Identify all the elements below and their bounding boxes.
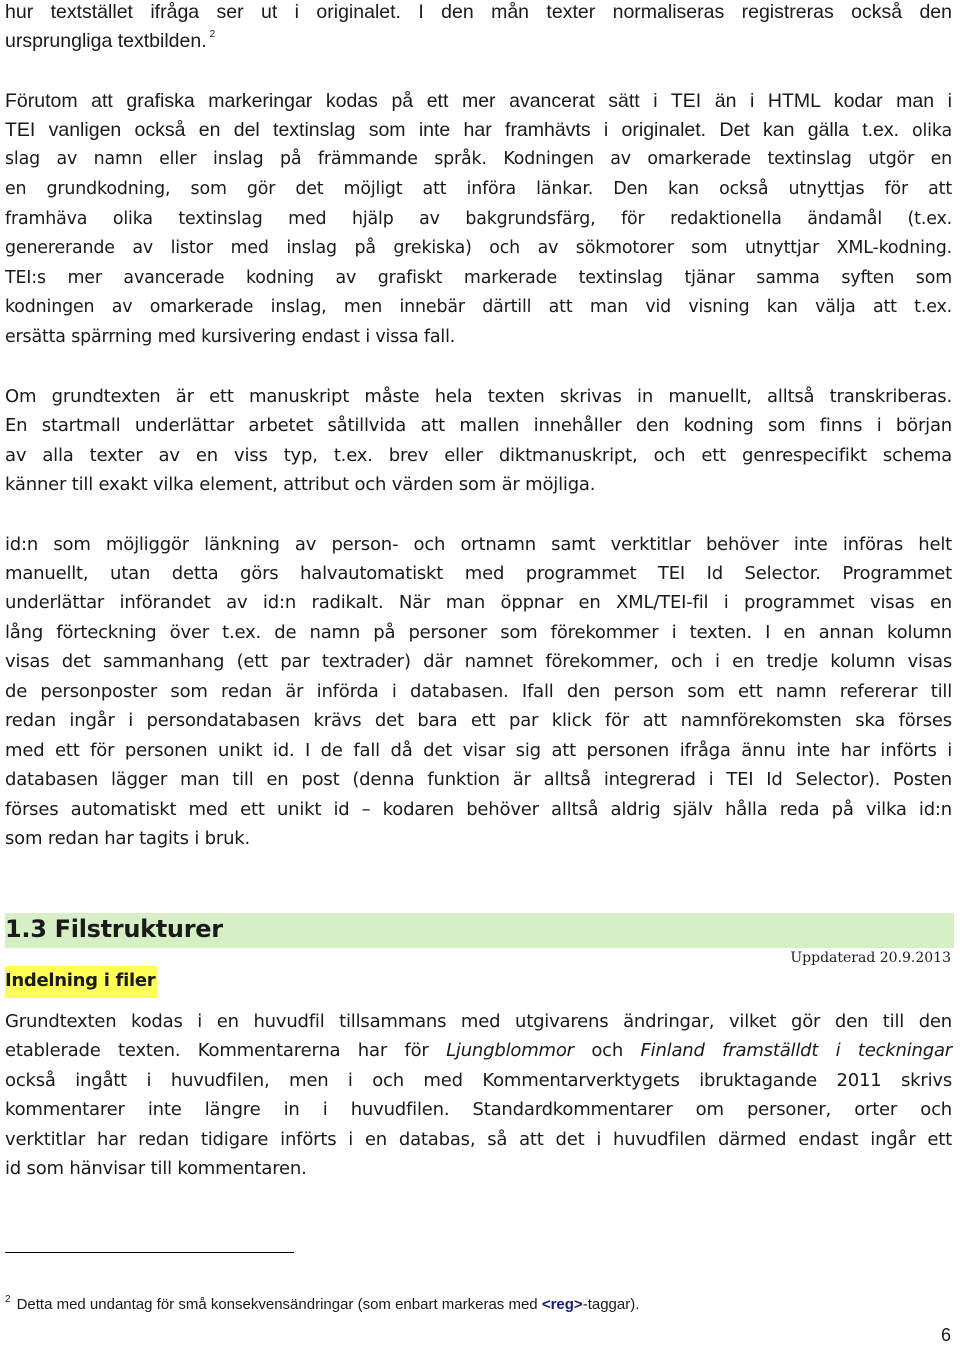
text-fragment: ursprungliga textbilden. [5, 30, 207, 52]
text-line: lång förteckning över t.ex. de namn på personer som förekommer i texten. I en annan kolumn [5, 622, 952, 643]
footnote-number: 2 [5, 1294, 11, 1305]
text-line: Grundtexten kodas i en huvudfil tillsammans med utgivarens ändringar, vilket gör den till den [5, 1011, 952, 1032]
text-line: känner till exakt vilka element, attribut och värden som är möjliga. [5, 474, 596, 495]
text-line: id som hänvisar till kommentaren. [5, 1158, 307, 1179]
footnote-separator [5, 1252, 294, 1253]
text-line: id:n som möjliggör länkning av person- och ortnamn samt verktitlar behöver inte införas helt [5, 534, 952, 555]
text-fragment: etablerade texten. Kommentarerna har för [5, 1040, 447, 1061]
text-line: Förutom att grafiska markeringar kodas på ett mer avancerat sätt i TEI än i HTML kodar man i [5, 90, 952, 112]
footnote-reference: 2 [209, 29, 216, 40]
text-line [5, 121, 952, 141]
text-line: de personposter som redan är införda i databasen. Ifall den person som ett namn refererar till [5, 681, 952, 702]
updated-date: Uppdaterad 20.9.2013 [790, 950, 951, 966]
text-fragment: TEI vanligen också en del textinslag som inte har framhävts i originalet. Det kan gälla t.ex. [5, 119, 900, 141]
text-line: databasen lägger man till en post (denna funktion är alltså integrerad i TEI Id Selector). Posten [5, 769, 952, 790]
text-line: en grundkodning, som gör det möjligt att införa länkar. Den kan också utnyttjas för att [5, 179, 952, 199]
text-line: Om grundtexten är ett manuskript måste hela texten skrivas in manuellt, alltså transkriberas. [5, 386, 952, 407]
text-line [5, 1042, 952, 1060]
text-line: hur textstället ifråga ser ut i originalet. I den mån texter normaliseras registreras också den [5, 1, 952, 23]
text-line: En startmall underlättar arbetet såtillvida att mallen innehåller den kodning som finns i början [5, 415, 952, 436]
text-line: ersätta spärrning med kursivering endast i vissa fall. [5, 327, 456, 347]
text-line: manuellt, utan detta görs halvautomatiskt med programmet TEI Id Selector. Programmet [5, 563, 952, 584]
text-line: med ett för personen unikt id. I de fall då det visar sig att personen ifråga ännu inte har införts i [5, 740, 952, 761]
footnote [5, 1296, 639, 1313]
page-number: 6 [940, 1325, 951, 1345]
text-line: slag av namn eller inslag på främmande språk. Kodningen av omarkerade textinslag utgör en [5, 149, 952, 169]
text-line: av alla texter av en viss typ, t.ex. brev eller diktmanuskript, och ett genrespecifikt schema [5, 445, 952, 466]
text-line: framhäva olika textinslag med hjälp av bakgrundsfärg, för redaktionella ändamål (t.ex. [5, 209, 952, 229]
text-fragment: olika [912, 121, 952, 141]
section-heading: 1.3 Filstrukturer [5, 915, 223, 943]
text-line: TEI:s mer avancerade kodning av grafiskt markerade textinslag tjänar samma syften som [5, 268, 952, 288]
text-line: redan ingår i persondatabasen krävs det bara ett par klick för att namnförekomsten ska förses [5, 710, 952, 731]
text-fragment: och [573, 1040, 641, 1061]
text-line: som redan har tagits i bruk. [5, 828, 251, 849]
text-line: förses automatiskt med ett unikt id – kodaren behöver alltså aldrig själv hålla reda på vilka id:n [5, 799, 952, 820]
text-line: kodningen av omarkerade inslag, men innebär därtill att man vid visning kan välja att t.ex. [5, 297, 952, 317]
footnote-text: Detta med undantag för små konsekvensändringar (som enbart markeras med [16, 1296, 542, 1313]
italic-title: Finland framställdt i teckningar [640, 1040, 953, 1061]
text-line: genererande av listor med inslag på grekiska) och av sökmotorer som utnyttjar XML-kodning. [5, 238, 952, 258]
text-line: visas det sammanhang (ett par textrader) där namnet förekommer, och i en tredje kolumn visas [5, 651, 952, 672]
text-line: underlättar införandet av id:n radikalt. När man öppnar en XML/TEI-fil i programmet visas en [5, 592, 952, 613]
text-line: också ingått i huvudfilen, men i och med Kommentarverktygets ibruktagande 2011 skrivs [5, 1070, 952, 1091]
text-line [5, 29, 952, 52]
text-line: verktitlar har redan tidigare införts i en databas, så att det i huvudfilen därmed endast ingår ett [5, 1129, 952, 1150]
footnote-tag: <reg> [541, 1296, 583, 1313]
subheading: Indelning i filer [5, 966, 157, 998]
footnote-text: -taggar). [582, 1296, 640, 1313]
italic-title: Ljungblommor [446, 1040, 574, 1061]
text-line: kommentarer inte längre in i huvudfilen. Standardkommentarer om personer, orter och [5, 1099, 952, 1120]
